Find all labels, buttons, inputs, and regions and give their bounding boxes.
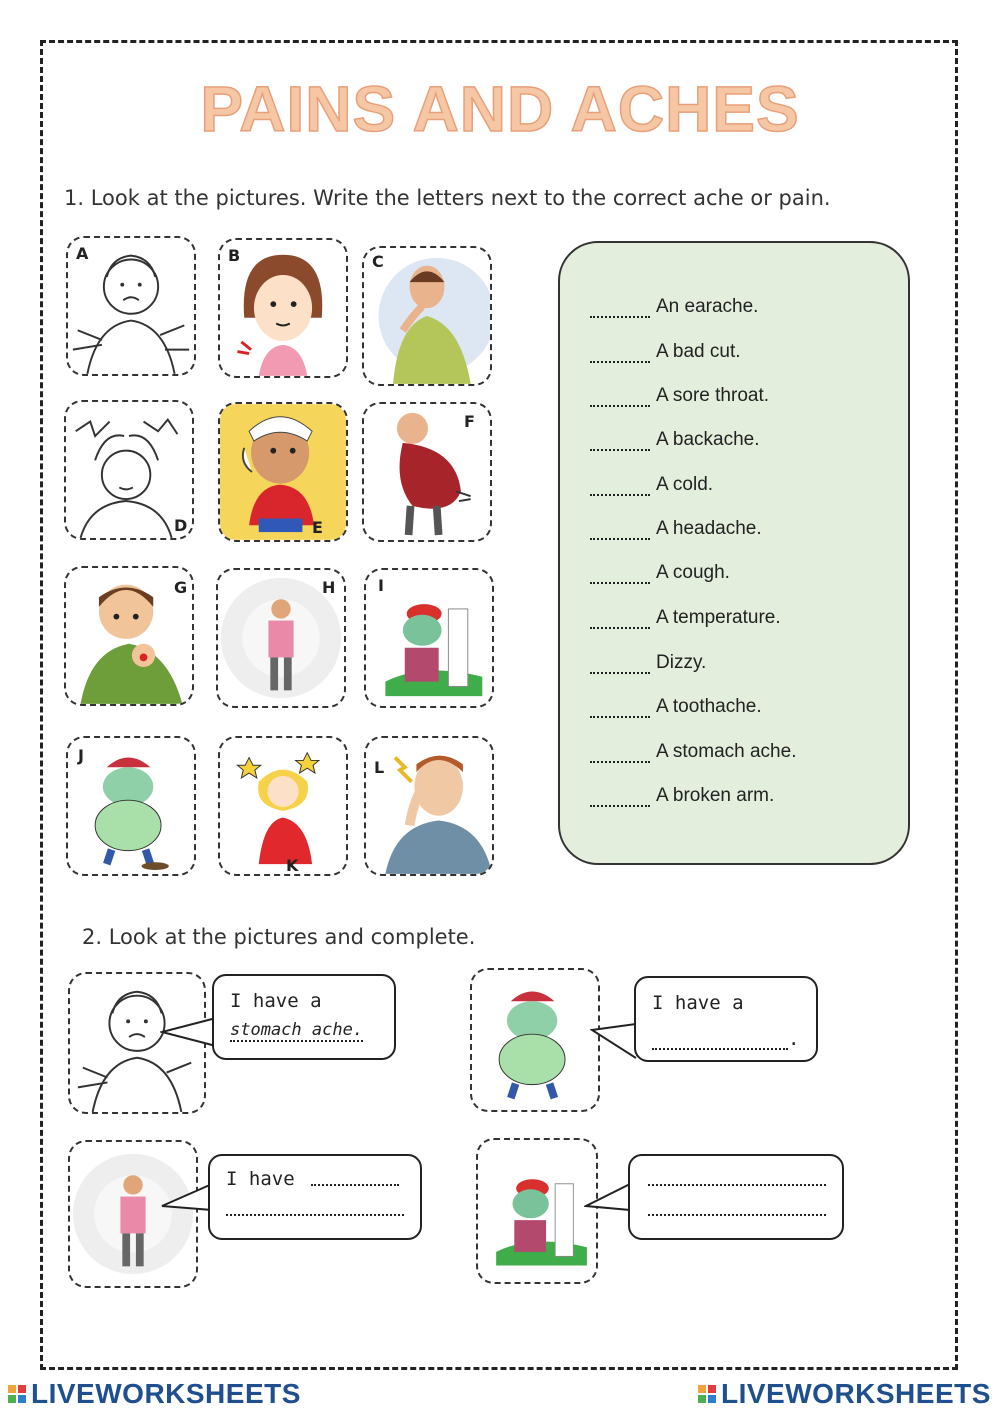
answer-options-box [558, 241, 910, 865]
picture-letter: A [76, 244, 89, 263]
picture-j-cold-shivering [66, 736, 196, 876]
picture-letter: E [312, 518, 323, 537]
answer-item: A sore throat. [590, 377, 769, 407]
picture-letter: B [228, 246, 241, 265]
picture-h-temperature [216, 568, 346, 708]
answer-blank[interactable] [590, 656, 650, 674]
bubble-answer-blank[interactable] [648, 1184, 826, 1186]
page-title: PAINS AND ACHES [200, 73, 800, 145]
bubble-answer-row: . [652, 1028, 800, 1050]
answer-blank[interactable] [590, 789, 650, 807]
speech-bubble-3 [208, 1154, 422, 1240]
bubble-example-answer: stomach ache. [230, 1020, 364, 1040]
liveworksheets-logo-icon [698, 1385, 716, 1403]
answer-blank[interactable] [590, 700, 650, 718]
bubble-text-line1: I have a [230, 990, 322, 1012]
answer-blank[interactable] [590, 611, 650, 629]
answer-blank[interactable] [590, 345, 650, 363]
picture-d-headache [64, 400, 194, 540]
picture-letter: F [464, 412, 475, 431]
ex2-picture-cold-shivering [470, 968, 600, 1112]
answer-blank[interactable] [590, 566, 650, 584]
picture-k-dizzy [218, 736, 348, 876]
answer-item: A temperature. [590, 599, 781, 629]
bubble-answer-row [226, 1168, 404, 1190]
picture-letter: J [78, 746, 84, 765]
bubble-tail [590, 1018, 640, 1068]
picture-l-headache-ear [364, 736, 494, 876]
picture-f-backache [362, 402, 492, 542]
speech-bubble-2 [634, 976, 818, 1062]
answer-blank[interactable] [590, 478, 650, 496]
bubble-answer-blank[interactable] [226, 1214, 404, 1216]
ex2-picture-cold [476, 1138, 598, 1284]
picture-g-bad-cut [64, 566, 194, 706]
picture-b-toothache [218, 238, 348, 378]
answer-item: Dizzy. [590, 644, 706, 674]
bubble-text-line1: I have [226, 1168, 295, 1190]
picture-letter: D [174, 516, 188, 535]
picture-e-earache [218, 402, 348, 542]
answer-item: A bad cut. [590, 333, 741, 363]
logo-text: LIVEWORKSHEETS [721, 1378, 991, 1409]
picture-letter: G [174, 578, 188, 597]
answer-item: A headache. [590, 510, 762, 540]
bubble-text-line1: I have a [652, 992, 744, 1014]
footer-logo-right[interactable] [698, 1378, 991, 1410]
footer-logo-left[interactable] [8, 1378, 301, 1410]
answer-item: A toothache. [590, 688, 762, 718]
picture-a-stomach-ache [66, 236, 196, 376]
bubble-tail [584, 1176, 634, 1226]
speech-bubble-4 [628, 1154, 844, 1240]
bubble-answer-blank[interactable] [652, 1048, 788, 1050]
answer-item: An earache. [590, 288, 758, 318]
picture-letter: K [286, 856, 299, 875]
picture-i-cold [364, 568, 494, 708]
picture-letter: L [374, 758, 385, 777]
answer-item: A cough. [590, 554, 730, 584]
answer-blank[interactable] [590, 522, 650, 540]
picture-letter: H [322, 578, 336, 597]
answer-item: A broken arm. [590, 777, 774, 807]
liveworksheets-logo-icon [8, 1385, 26, 1403]
exercise2-instruction: 2. Look at the pictures and complete. [82, 925, 476, 949]
answer-item: A backache. [590, 421, 760, 451]
picture-letter: I [378, 576, 384, 595]
bubble-answer-blank[interactable] [311, 1184, 399, 1186]
answer-blank[interactable] [590, 745, 650, 763]
logo-text: LIVEWORKSHEETS [31, 1378, 301, 1409]
picture-c-cough [362, 246, 492, 386]
speech-bubble-1 [212, 974, 396, 1060]
answer-item: A cold. [590, 466, 713, 496]
answer-item: A stomach ache. [590, 733, 796, 763]
bubble-tail [160, 1010, 220, 1060]
picture-letter: C [372, 252, 384, 271]
answer-blank[interactable] [590, 300, 650, 318]
exercise1-instruction: 1. Look at the pictures. Write the letters next to the correct ache or pain. [64, 186, 831, 210]
answer-blank[interactable] [590, 433, 650, 451]
bubble-answer-blank[interactable] [648, 1214, 826, 1216]
answer-blank[interactable] [590, 389, 650, 407]
